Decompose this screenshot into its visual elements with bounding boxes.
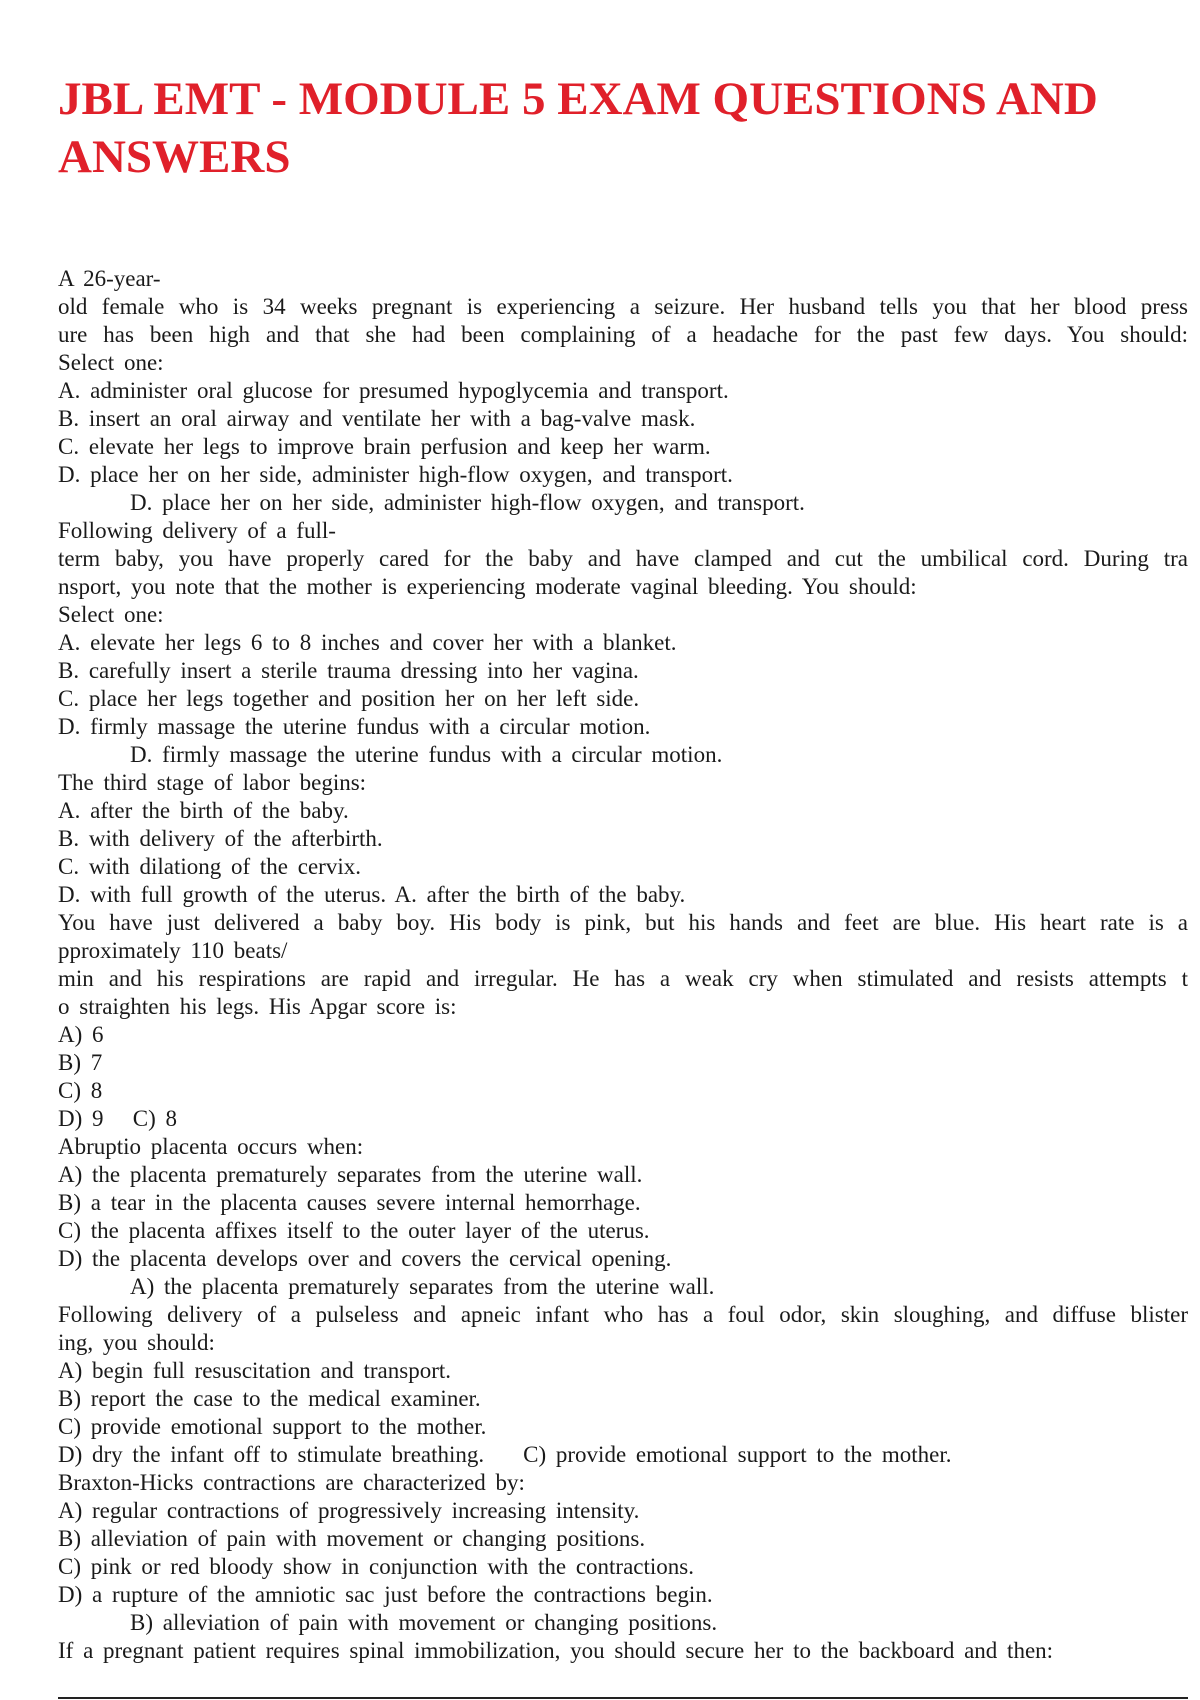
q4-stem-line: min and his respirations are rapid and irregular. He has a weak cry when stimulated and resists attempts t [58, 966, 1188, 991]
q6-option-a: A) begin full resuscitation and transport. [58, 1358, 452, 1383]
q4-stem-line: You have just delivered a baby boy. His body is pink, but his hands and feet are blue. His heart rate is a [58, 910, 1188, 935]
q1-option-d: D. place her on her side, administer high-flow oxygen, and transport. [58, 462, 733, 487]
q5-option-d: D) the placenta develops over and covers the cervical opening. [58, 1246, 672, 1271]
q1-option-a: A. administer oral glucose for presumed hypoglycemia and transport. [58, 378, 729, 403]
q1-stem-line: ure has been high and that she had been complaining of a headache for the past few days. You should: [58, 322, 1188, 347]
q1-option-c: C. elevate her legs to improve brain perfusion and keep her warm. [58, 434, 711, 459]
q1-answer: D. place her on her side, administer high-flow oxygen, and transport. [130, 490, 805, 515]
q2-option-a: A. elevate her legs 6 to 8 inches and cover her with a blanket. [58, 630, 677, 655]
q3-option-c: C. with dilationg of the cervix. [58, 854, 361, 879]
q8-stem: If a pregnant patient requires spinal immobilization, you should secure her to the backboard and then: [58, 1638, 1054, 1663]
q2-option-d: D. firmly massage the uterine fundus with a circular motion. [58, 714, 651, 739]
q2-stem-line: nsport, you note that the mother is experiencing moderate vaginal bleeding. You should: [58, 574, 917, 599]
q2-select-one: Select one: [58, 602, 164, 627]
q6-stem-line: ing, you should: [58, 1330, 215, 1355]
q2-answer: D. firmly massage the uterine fundus with a circular motion. [130, 742, 723, 767]
q1-option-b: B. insert an oral airway and ventilate her with a bag-valve mask. [58, 406, 696, 431]
q5-option-c: C) the placenta affixes itself to the outer layer of the uterus. [58, 1218, 650, 1243]
q7-option-b: B) alleviation of pain with movement or changing positions. [58, 1526, 646, 1551]
q5-option-a: A) the placenta prematurely separates from the uterine wall. [58, 1162, 643, 1187]
q2-stem-line: term baby, you have properly cared for the baby and have clamped and cut the umbilical cord. During tra [58, 546, 1188, 571]
q7-option-d: D) a rupture of the amniotic sac just before the contractions begin. [58, 1582, 713, 1607]
q6-option-d-with-answer: D) dry the infant off to stimulate breathing. C) provide emotional support to the mother. [58, 1442, 952, 1467]
q2-stem-line: Following delivery of a full- [58, 518, 336, 543]
q7-stem: Braxton-Hicks contractions are characterized by: [58, 1470, 525, 1495]
q2-option-b: B. carefully insert a sterile trauma dressing into her vagina. [58, 658, 639, 683]
q1-stem-line: A 26-year- [58, 266, 161, 291]
q5-option-b: B) a tear in the placenta causes severe internal hemorrhage. [58, 1190, 641, 1215]
q1-stem-line: old female who is 34 weeks pregnant is experiencing a seizure. Her husband tells you that her blood press [58, 294, 1188, 319]
q3-stem: The third stage of labor begins: [58, 770, 367, 795]
q7-option-c: C) pink or red bloody show in conjunction with the contractions. [58, 1554, 694, 1579]
q4-option-c: C) 8 [58, 1078, 103, 1103]
q1-select-one: Select one: [58, 350, 164, 375]
q4-option-d-with-answer: D) 9 C) 8 [58, 1106, 178, 1131]
q6-option-b: B) report the case to the medical examiner. [58, 1386, 481, 1411]
q6-option-c: C) provide emotional support to the mother. [58, 1414, 487, 1439]
q7-answer: B) alleviation of pain with movement or changing positions. [130, 1610, 718, 1635]
q4-option-a: A) 6 [58, 1022, 104, 1047]
q4-option-b: B) 7 [58, 1050, 103, 1075]
q5-stem: Abruptio placenta occurs when: [58, 1134, 364, 1159]
q2-option-c: C. place her legs together and position her on her left side. [58, 686, 640, 711]
q3-option-d-with-answer: D. with full growth of the uterus. A. after the birth of the baby. [58, 882, 686, 907]
q4-stem-line: pproximately 110 beats/ [58, 938, 288, 963]
q5-answer: A) the placenta prematurely separates from the uterine wall. [130, 1274, 715, 1299]
q6-stem-line: Following delivery of a pulseless and apneic infant who has a foul odor, skin sloughing, and diffuse blister [58, 1302, 1188, 1327]
page-bottom-rule [58, 1697, 1188, 1699]
q3-option-a: A. after the birth of the baby. [58, 798, 349, 823]
q7-option-a: A) regular contractions of progressively increasing intensity. [58, 1498, 640, 1523]
q3-option-b: B. with delivery of the afterbirth. [58, 826, 383, 851]
document-title: JBL EMT - MODULE 5 EXAM QUESTIONS AND ANSWERS [58, 73, 1098, 183]
q4-stem-line: o straighten his legs. His Apgar score is: [58, 994, 457, 1019]
document-body [58, 265, 1188, 1665]
